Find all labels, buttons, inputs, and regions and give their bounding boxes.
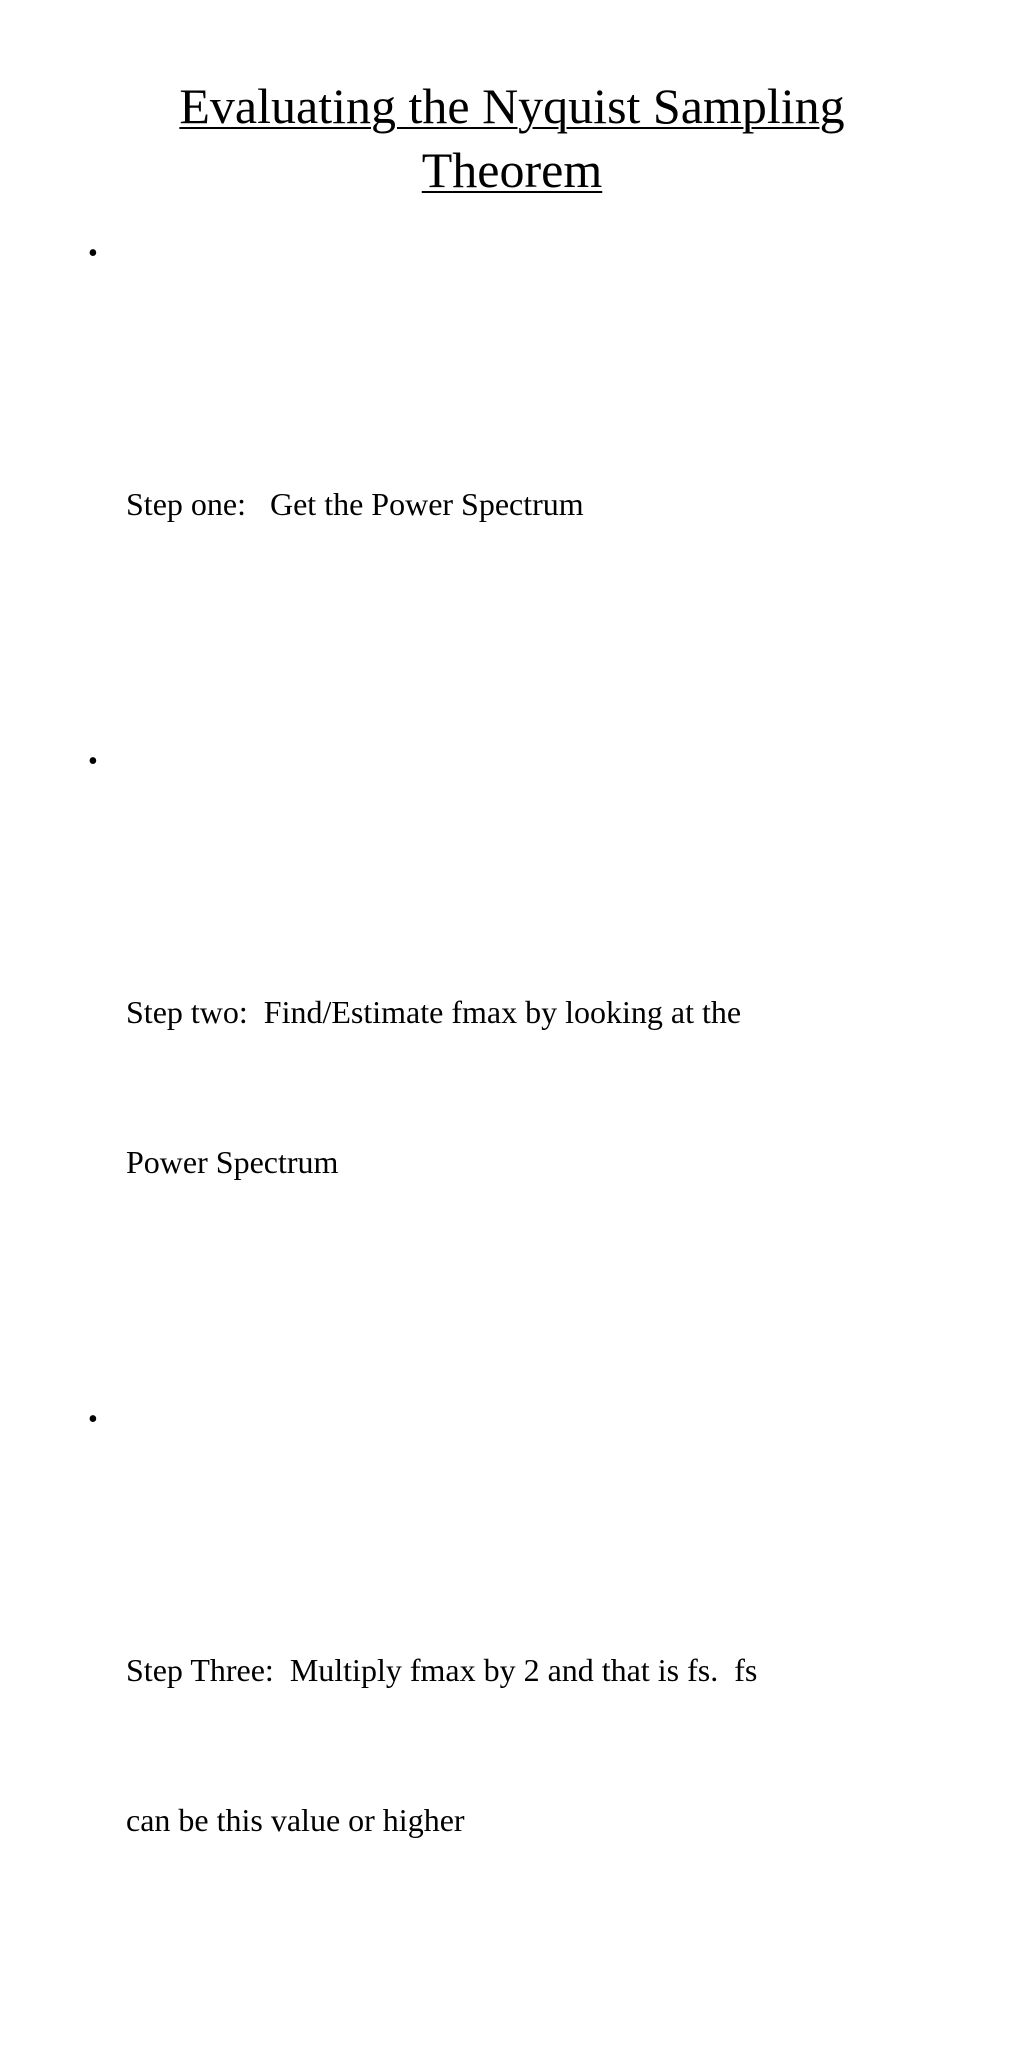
slide-title-line: Theorem xyxy=(421,142,603,198)
bullet-text-line: Power Spectrum xyxy=(126,1144,339,1180)
bullet-text xyxy=(126,379,928,629)
bullet-item-step-two xyxy=(88,737,928,1387)
bullet-text-line: Step one: Get the Power Spectrum xyxy=(126,486,584,522)
bullet-text-line: Step Three: Multiply fmax by 2 and that is fs. fs xyxy=(126,1652,758,1688)
bullet-text xyxy=(126,887,928,1287)
bullet-item-step-one xyxy=(88,229,928,729)
bullet-text-line: can be this value or higher xyxy=(126,1802,465,1838)
bullet-icon: • xyxy=(88,1404,98,1435)
bullet-text xyxy=(126,1545,928,1945)
bullet-icon: • xyxy=(88,238,98,269)
bullet-item-step-three xyxy=(88,1395,928,2045)
bullet-icon: • xyxy=(88,746,98,777)
bullet-list xyxy=(88,229,928,2053)
slide-title xyxy=(80,74,944,202)
slide-title-line: Evaluating the Nyquist Sampling xyxy=(179,78,845,134)
bullet-text-line: Step two: Find/Estimate fmax by looking at the xyxy=(126,994,742,1030)
